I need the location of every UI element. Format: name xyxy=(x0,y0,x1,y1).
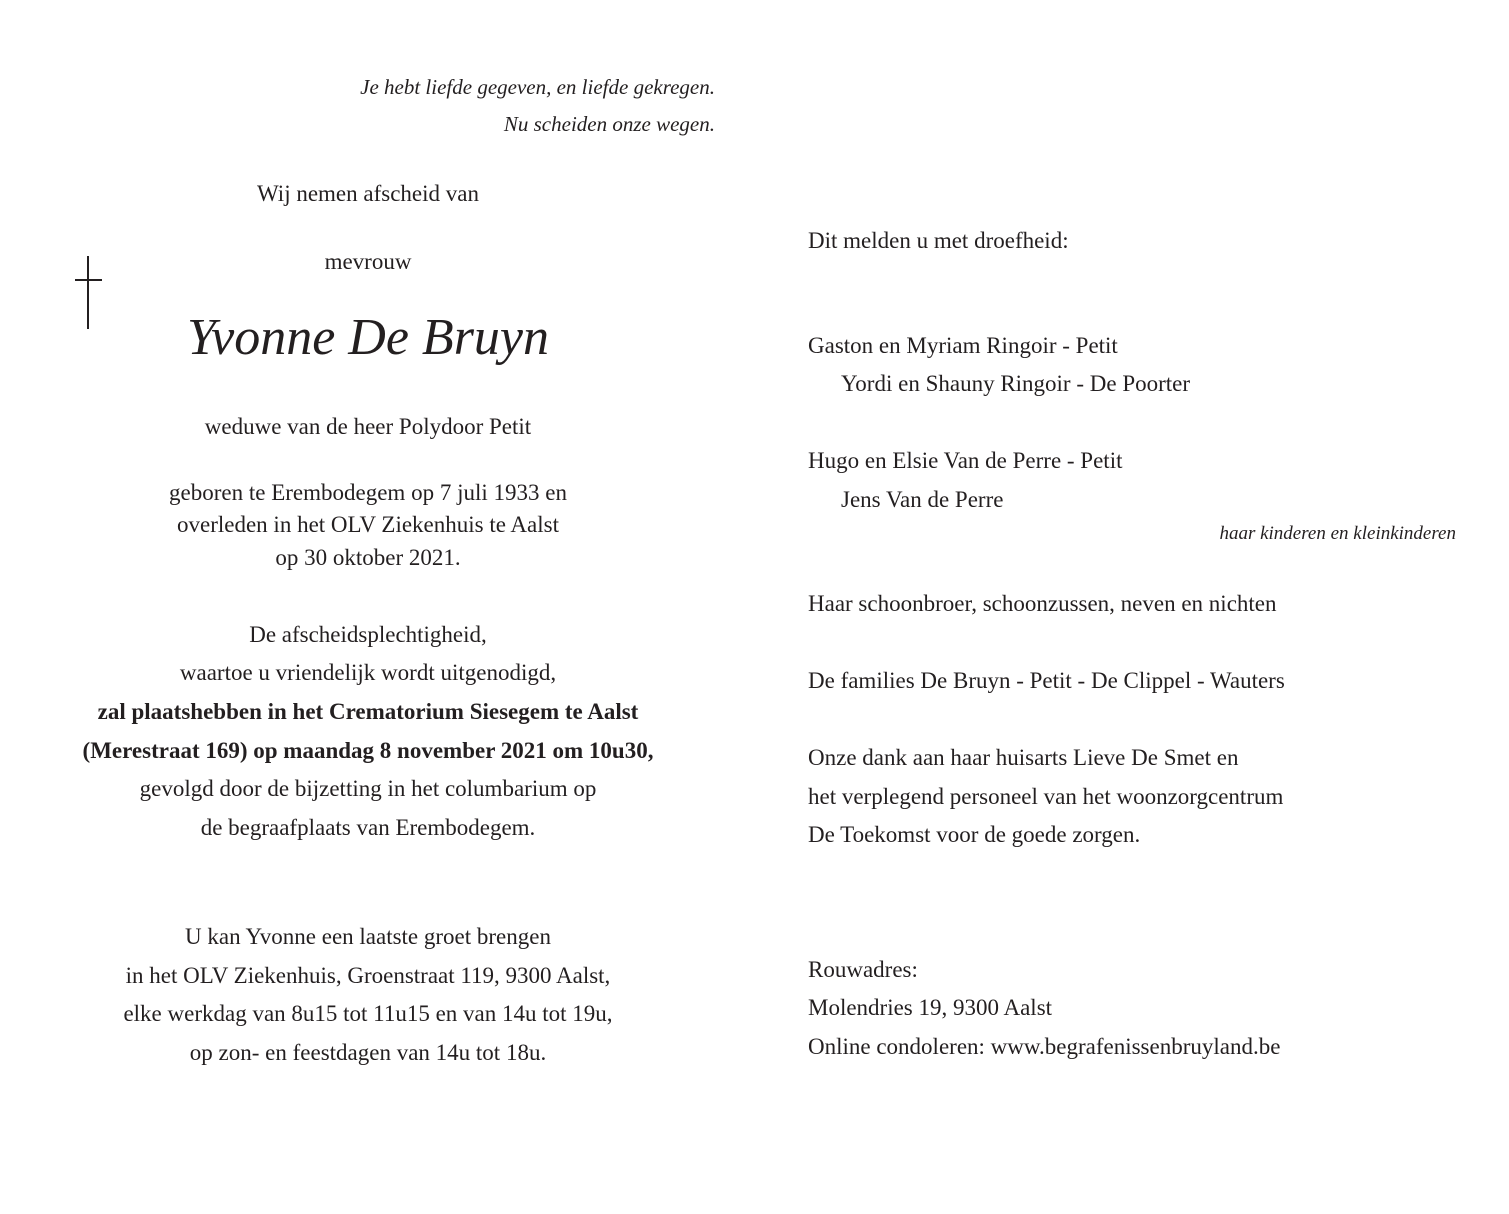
deceased-name: Yvonne De Bruyn xyxy=(186,309,550,366)
address-text: Molendries 19, 9300 Aalst xyxy=(808,995,1053,1020)
ceremony-line-5: gevolgd door de bijzetting in het columbarium op xyxy=(139,776,597,801)
address-label: Rouwadres: xyxy=(808,957,918,982)
children-note: haar kinderen en kleinkinderen xyxy=(1219,523,1456,544)
family-2: Hugo en Elsie Van de Perre - Petit xyxy=(808,448,1123,473)
visit-line-1: U kan Yvonne een laatste groet brengen xyxy=(185,924,551,949)
visit-line-3: elke werkdag van 8u15 tot 11u15 en van 14u tot 19u, xyxy=(123,1001,613,1026)
family-1: Gaston en Myriam Ringoir - Petit xyxy=(808,333,1118,358)
relatives-text: Haar schoonbroer, schoonzussen, neven en nichten xyxy=(808,591,1277,616)
family-1-sub: Yordi en Shauny Ringoir - De Poorter xyxy=(841,371,1191,396)
online-condolence: Online condoleren: www.begrafenissenbruyland.be xyxy=(808,1034,1281,1059)
widow-text: weduwe van de heer Polydoor Petit xyxy=(204,414,532,439)
born-text: geboren te Erembodegem op 7 juli 1933 en xyxy=(169,480,567,505)
ceremony-line-6: de begraafplaats van Erembodegem. xyxy=(200,815,536,840)
title-text: mevrouw xyxy=(324,249,412,274)
thanks-line-2: het verplegend personeel van het woonzorgcentrum xyxy=(808,784,1284,809)
died-text: overleden in het OLV Ziekenhuis te Aalst xyxy=(177,512,559,537)
quote-line-2: Nu scheiden onze wegen. xyxy=(503,112,715,136)
intro-text: Wij nemen afscheid van xyxy=(257,181,479,206)
announce-text: Dit melden u met droefheid: xyxy=(808,228,1069,253)
died-date-text: op 30 oktober 2021. xyxy=(275,545,461,570)
ceremony-line-1: De afscheidsplechtigheid, xyxy=(249,622,487,647)
families-text: De families De Bruyn - Petit - De Clippel - Wauters xyxy=(808,668,1285,693)
family-2-sub: Jens Van de Perre xyxy=(841,487,1004,512)
visit-line-2: in het OLV Ziekenhuis, Groenstraat 119, 9300 Aalst, xyxy=(125,963,611,988)
ceremony-line-4: (Merestraat 169) op maandag 8 november 2021 om 10u30, xyxy=(82,738,654,763)
quote-line-1: Je hebt liefde gegeven, en liefde gekregen. xyxy=(360,75,715,99)
thanks-line-1: Onze dank aan haar huisarts Lieve De Smet en xyxy=(808,745,1239,770)
ceremony-line-2: waartoe u vriendelijk wordt uitgenodigd, xyxy=(179,660,557,685)
thanks-line-3: De Toekomst voor de goede zorgen. xyxy=(808,822,1141,847)
visit-line-4: op zon- en feestdagen van 14u tot 18u. xyxy=(189,1040,547,1065)
ceremony-line-3: zal plaatshebben in het Crematorium Siesegem te Aalst xyxy=(97,699,639,724)
